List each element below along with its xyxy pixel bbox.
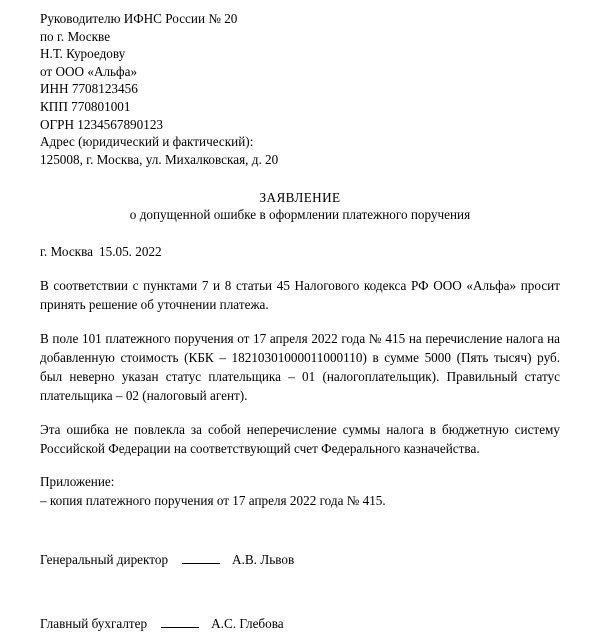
- signature-name: А.В. Львов: [232, 552, 295, 568]
- body-paragraph-2: В поле 101 платежного поручения от 17 апреля 2022 года № 415 на перечисление налога на добавленную стоимость (КБК – 18210301000011000110) в сумме 5000 (Пять тысяч) руб. был неверно указан статус плательщика – 01 (налогоплательщик). Правильный статус плательщика – 02 (налоговый агент).: [40, 331, 560, 404]
- page-subtitle: о допущенной ошибке в оформлении платежного поручения: [129, 207, 471, 223]
- place-label: г. Москва: [40, 244, 93, 260]
- body-paragraph-1: В соответствии с пунктами 7 и 8 статьи 45 Налогового кодекса РФ ООО «Альфа» просит принять решение об уточнении платежа.: [40, 278, 560, 313]
- addressee-line: по г. Москве: [40, 28, 111, 44]
- addressee-line-address-value: 125008, г. Москва, ул. Михалковская, д. 20: [40, 151, 279, 167]
- signature-line: [182, 563, 220, 564]
- page-title: ЗАЯВЛЕНИЕ: [259, 190, 341, 206]
- signature-line: [161, 627, 199, 628]
- title-block: [40, 189, 560, 224]
- attachment-label: Приложение:: [40, 474, 115, 490]
- signature-name: А.С. Глебова: [211, 616, 284, 632]
- signature-role: Главный бухгалтер: [40, 616, 148, 632]
- attachment-item: – копия платежного поручения от 17 апреля 2022 года № 415.: [40, 493, 386, 509]
- addressee-block: [40, 10, 560, 168]
- addressee-line-kpp: КПП 770801001: [40, 98, 131, 114]
- signature-row-director: [40, 551, 560, 568]
- date-label: 15.05. 2022: [99, 244, 162, 260]
- addressee-line-ogrn: ОГРН 1234567890123: [40, 116, 164, 132]
- addressee-line-inn: ИНН 7708123456: [40, 81, 138, 97]
- body-paragraph-3: Эта ошибка не повлекла за собой неперечисление суммы налога в бюджетную систему Российской Федерации на соответствующий счет Федерального казначейства.: [40, 422, 560, 457]
- signature-role: Генеральный директор: [40, 552, 169, 568]
- addressee-line: от ООО «Альфа»: [40, 63, 138, 79]
- addressee-line-address-label: Адрес (юридический и фактический):: [40, 134, 254, 150]
- place-and-date: [40, 243, 560, 260]
- addressee-line: Руководителю ИФНС России № 20: [40, 11, 238, 26]
- signature-row-accountant: [40, 615, 560, 632]
- addressee-line: Н.Т. Куроедову: [40, 46, 126, 62]
